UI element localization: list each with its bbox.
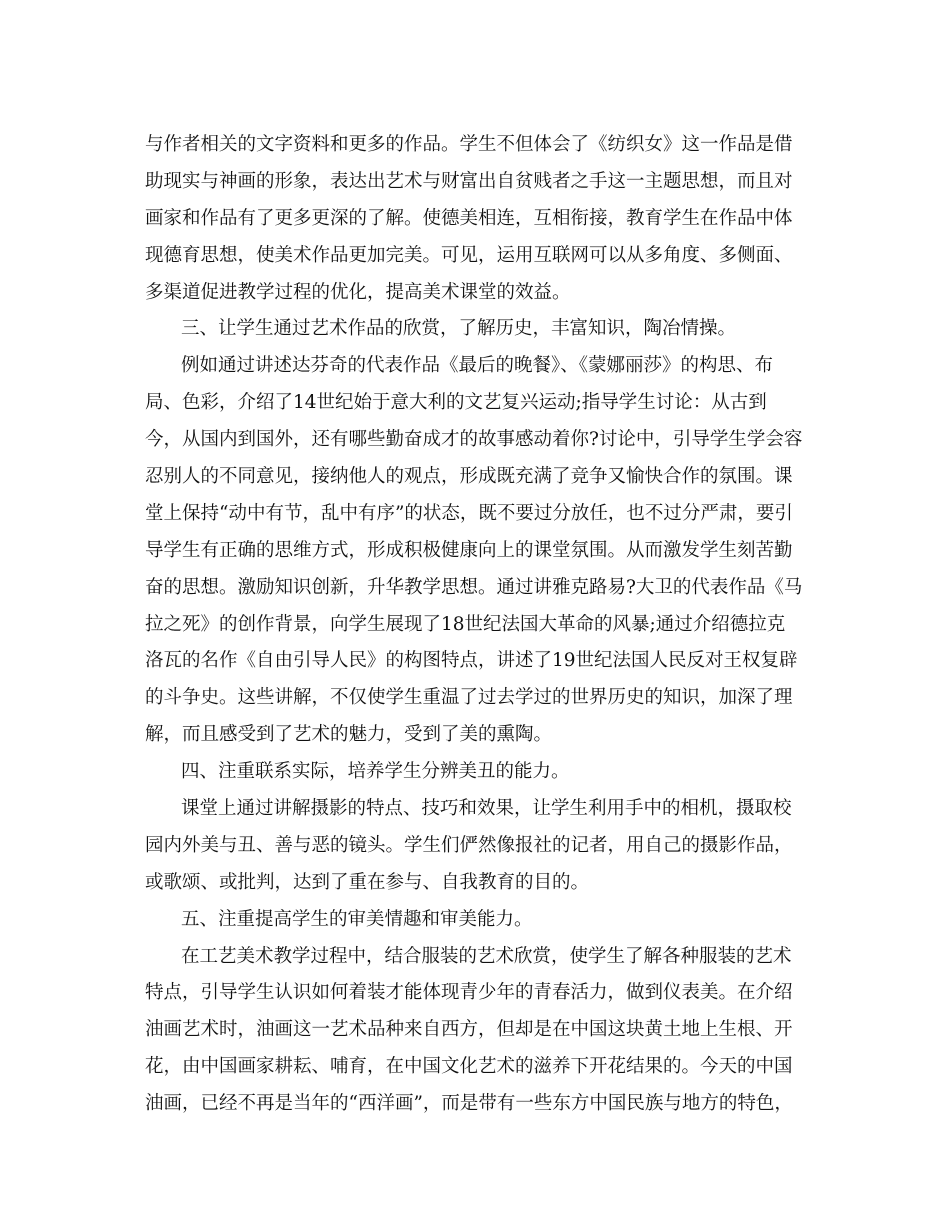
body-line: 的斗争史。这些讲解，不仅使学生重温了过去学过的世界历史的知识，加深了理 bbox=[145, 687, 793, 709]
document-body bbox=[145, 127, 805, 1123]
paragraph-start: 在工艺美术教学过程中，结合服装的艺术欣赏，使学生了解各种服装的艺术 bbox=[181, 945, 792, 967]
body-line: 现德育思想，使美术作品更加完美。可见，运用互联网可以从多角度、多侧面、 bbox=[145, 244, 793, 266]
body-line: 导学生有正确的思维方式，形成积极健康向上的课堂氛围。从而激发学生刻苦勤 bbox=[145, 539, 793, 561]
section-heading-4: 四、注重联系实际，培养学生分辨美丑的能力。 bbox=[181, 761, 570, 783]
body-line: 助现实与神画的形象，表达出艺术与财富出自贫贱者之手这一主题思想，而且对 bbox=[145, 170, 793, 192]
body-line: 多渠道促进教学过程的优化，提高美术课堂的效益。 bbox=[145, 281, 571, 303]
body-line: 油画，已经不再是当年的“西洋画”，而是带有一些东方中国民族与地方的特色， bbox=[145, 1093, 793, 1115]
body-line: 或歌颂、或批判，达到了重在参与、自我教育的目的。 bbox=[145, 871, 590, 893]
body-line: 解，而且感受到了艺术的魅力，受到了美的熏陶。 bbox=[145, 724, 553, 746]
body-line: 特点，引导学生认识如何着装才能体现青少年的青春活力，做到仪表美。在介绍 bbox=[145, 982, 793, 1004]
paragraph-start: 课堂上通过讲解摄影的特点、技巧和效果，让学生利用手中的相机，摄取校 bbox=[181, 798, 792, 820]
body-line: 拉之死》的创作背景，向学生展现了18世纪法国大革命的风暴;通过介绍德拉克 bbox=[145, 613, 786, 635]
body-line: 奋的思想。激励知识创新，升华教学思想。通过讲雅克路易?大卫的代表作品《马 bbox=[145, 576, 803, 598]
body-line: 花，由中国画家耕耘、哺育，在中国文化艺术的滋养下开花结果的。今天的中国 bbox=[145, 1056, 793, 1078]
body-line: 油画艺术时，油画这一艺术品种来自西方，但却是在中国这块黄土地上生根、开 bbox=[145, 1019, 793, 1041]
body-line: 洛瓦的名作《自由引导人民》的构图特点，讲述了19世纪法国人民反对王权复辟 bbox=[145, 650, 798, 672]
body-line: 堂上保持“动中有节，乱中有序”的状态，既不要过分放任，也不过分严肃，要引 bbox=[145, 502, 793, 524]
section-heading-5: 五、注重提高学生的审美情趣和审美能力。 bbox=[181, 908, 533, 930]
section-heading-3: 三、让学生通过艺术作品的欣赏，了解历史，丰富知识，陶冶情操。 bbox=[181, 318, 737, 340]
body-line: 忍别人的不同意见，接纳他人的观点，形成既充满了竞争又愉快合作的氛围。课 bbox=[145, 466, 793, 488]
body-line: 园内外美与丑、善与恶的镜头。学生们俨然像报社的记者，用自己的摄影作品， bbox=[145, 834, 793, 856]
body-line: 局、色彩，介绍了14世纪始于意大利的文艺复兴运动;指导学生讨论：从古到 bbox=[145, 392, 767, 414]
body-line: 今，从国内到国外，还有哪些勤奋成才的故事感动着你?讨论中，引导学生学会容 bbox=[145, 429, 803, 451]
body-line: 与作者相关的文字资料和更多的作品。学生不但体会了《纺织女》这一作品是借 bbox=[145, 134, 793, 155]
body-line: 画家和作品有了更多更深的了解。使德美相连，互相衔接，教育学生在作品中体 bbox=[145, 207, 793, 229]
paragraph-start: 例如通过讲述达芬奇的代表作品《最后的晚餐》、《蒙娜丽莎》的构思、布 bbox=[181, 355, 774, 377]
